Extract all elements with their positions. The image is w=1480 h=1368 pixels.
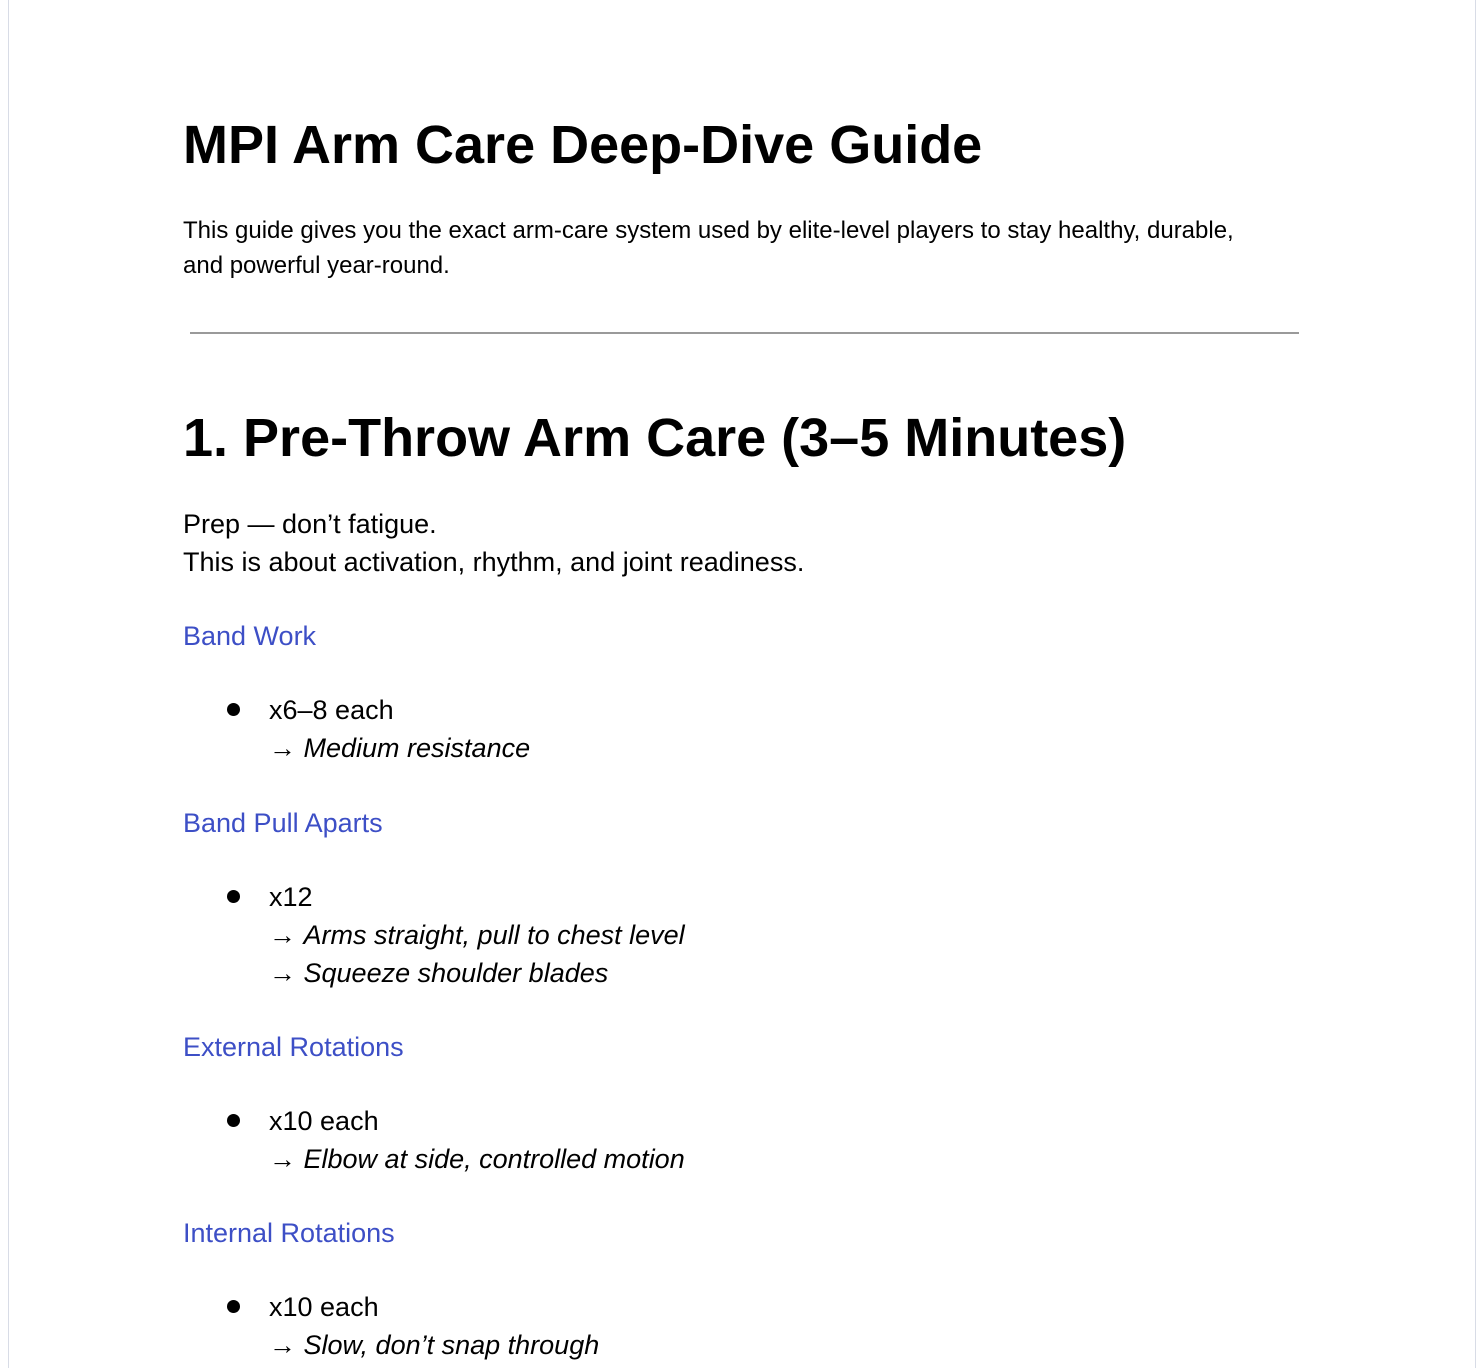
exercise-reps: x12 <box>269 882 313 912</box>
exercise-note <box>269 1326 599 1364</box>
exercise-list-internal-rotations <box>183 1288 599 1364</box>
exercise-note <box>269 916 685 954</box>
section-intro-line-2: This is about activation, rhythm, and joint readiness. <box>183 547 805 577</box>
arrow-icon: → <box>269 958 304 988</box>
arrow-icon: → <box>269 920 304 950</box>
section-heading-pre-throw: 1. Pre-Throw Arm Care (3–5 Minutes) <box>183 408 1127 468</box>
exercise-reps: x10 each <box>269 1106 379 1136</box>
arrow-icon: → <box>269 733 304 763</box>
exercise-reps: x6–8 each <box>269 695 394 725</box>
exercise-note <box>269 729 530 767</box>
arrow-icon: → <box>269 1144 304 1174</box>
arrow-icon: → <box>269 1330 304 1360</box>
list-item <box>183 691 530 767</box>
exercise-list-external-rotations <box>183 1102 685 1178</box>
exercise-reps: x10 each <box>269 1292 379 1322</box>
exercise-note <box>269 1140 685 1178</box>
bullet-icon <box>227 703 240 716</box>
exercise-heading-band-work: Band Work <box>183 621 317 651</box>
exercise-note-text: Elbow at side, controlled motion <box>303 1144 685 1174</box>
exercise-note-text: Arms straight, pull to chest level <box>303 920 685 950</box>
exercise-note <box>269 954 685 992</box>
exercise-note-text: Medium resistance <box>303 733 531 763</box>
exercise-heading-band-pull-aparts: Band Pull Aparts <box>183 808 383 838</box>
list-item <box>183 1288 599 1364</box>
document-intro: This guide gives you the exact arm-care system used by elite-level players to stay healthy, durable, and powerful year-round. <box>183 217 1234 279</box>
exercise-list-band-work <box>183 691 530 767</box>
exercise-heading-external-rotations: External Rotations <box>183 1032 404 1062</box>
document-title: MPI Arm Care Deep-Dive Guide <box>183 115 983 175</box>
horizontal-divider <box>190 332 1299 334</box>
bullet-icon <box>227 1300 240 1313</box>
section-intro <box>183 505 804 581</box>
exercise-heading-internal-rotations: Internal Rotations <box>183 1218 395 1248</box>
exercise-note-text: Slow, don’t snap through <box>303 1330 600 1360</box>
document-page <box>8 0 1476 1368</box>
section-intro-line-1: Prep — don’t fatigue. <box>183 509 437 539</box>
list-item <box>183 1102 685 1178</box>
exercise-note-text: Squeeze shoulder blades <box>303 958 609 988</box>
bullet-icon <box>227 890 240 903</box>
list-item <box>183 878 685 992</box>
exercise-list-band-pull-aparts <box>183 878 685 992</box>
bullet-icon <box>227 1114 240 1127</box>
